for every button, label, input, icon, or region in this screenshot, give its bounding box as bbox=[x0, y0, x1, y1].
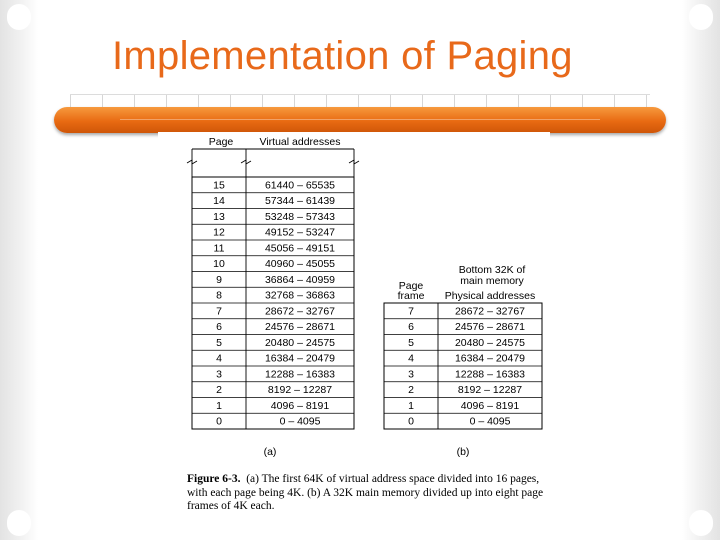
virtual-page-number: 6 bbox=[216, 321, 222, 333]
page-frame-number: 4 bbox=[408, 352, 414, 365]
figure-caption-text: (a) The first 64K of virtual address space divided into 16 pages, with each page being 4K. (b) A 32K main memory divided up into eight page frames of 4K each. bbox=[187, 473, 544, 512]
page-frame-number: 0 bbox=[408, 415, 414, 428]
page-frame-number: 1 bbox=[408, 399, 414, 412]
virtual-page-number: 1 bbox=[216, 399, 222, 412]
virtual-page-number: 12 bbox=[213, 226, 225, 239]
paging-diagram-svg bbox=[158, 132, 550, 516]
page-frame-header-line2: frame bbox=[397, 290, 425, 302]
virtual-address-range: 24576 – 28671 bbox=[264, 321, 336, 333]
physical-addresses-header: Physical addresses bbox=[444, 290, 536, 302]
page-frame-header-line1: Page bbox=[398, 280, 424, 292]
virtual-address-range: 49152 – 53247 bbox=[264, 226, 336, 239]
page-frame-number: 3 bbox=[408, 368, 414, 381]
virtual-address-range: 45056 – 49151 bbox=[264, 242, 336, 255]
physical-address-range: 12288 – 16383 bbox=[454, 368, 526, 381]
label-a: (a) bbox=[263, 446, 277, 458]
paging-figure bbox=[158, 132, 550, 516]
virtual-address-range: 8192 – 12287 bbox=[267, 384, 333, 396]
virtual-address-range: 32768 – 36863 bbox=[264, 289, 336, 302]
virtual-address-range: 28672 – 32767 bbox=[264, 305, 336, 318]
page-frame-number: 2 bbox=[408, 384, 414, 396]
virtual-page-number: 7 bbox=[216, 305, 222, 318]
virtual-page-number: 2 bbox=[216, 384, 222, 396]
slide-title: Implementation of Paging bbox=[112, 34, 573, 78]
physical-address-range: 0 – 4095 bbox=[469, 415, 511, 428]
virtual-address-range: 40960 – 45055 bbox=[264, 258, 336, 270]
virtual-header-ruler bbox=[187, 149, 359, 177]
physical-address-range: 24576 – 28671 bbox=[454, 321, 526, 333]
right-side-cap-top bbox=[689, 4, 713, 30]
page-frame-number: 6 bbox=[408, 321, 414, 333]
page-frames-table bbox=[384, 303, 542, 429]
virtual-page-number: 4 bbox=[216, 352, 222, 365]
virtual-page-number: 8 bbox=[216, 289, 222, 302]
title-underline-bar bbox=[54, 107, 666, 133]
virtual-page-number: 13 bbox=[213, 210, 225, 223]
virtual-address-range: 20480 – 24575 bbox=[264, 336, 336, 349]
virtual-address-range: 16384 – 20479 bbox=[264, 352, 336, 365]
virtual-address-range: 53248 – 57343 bbox=[264, 210, 336, 223]
physical-address-range: 28672 – 32767 bbox=[454, 305, 526, 318]
virtual-page-header: Page bbox=[208, 136, 234, 148]
virtual-page-number: 10 bbox=[213, 258, 225, 270]
left-side-decoration bbox=[0, 0, 38, 540]
physical-address-range: 16384 – 20479 bbox=[454, 352, 526, 365]
virtual-page-number: 15 bbox=[213, 179, 225, 192]
virtual-page-number: 11 bbox=[213, 242, 225, 255]
right-side-decoration bbox=[682, 0, 720, 540]
virtual-pages-table bbox=[192, 177, 354, 429]
virtual-page-number: 14 bbox=[213, 195, 225, 207]
virtual-page-number: 0 bbox=[216, 415, 222, 428]
figure-caption-label: Figure 6-3. bbox=[187, 473, 241, 485]
virtual-address-range: 61440 – 65535 bbox=[264, 179, 336, 192]
physical-address-range: 8192 – 12287 bbox=[457, 384, 523, 396]
bottom-32k-label-line2: main memory bbox=[460, 275, 524, 287]
virtual-page-number: 5 bbox=[216, 336, 222, 349]
page-frame-number: 7 bbox=[408, 305, 414, 318]
right-side-cap-bottom bbox=[689, 510, 713, 536]
virtual-address-range: 12288 – 16383 bbox=[264, 368, 336, 381]
virtual-address-range: 0 – 4095 bbox=[279, 415, 321, 428]
label-b: (b) bbox=[456, 446, 470, 458]
physical-address-range: 4096 – 8191 bbox=[460, 399, 520, 412]
virtual-address-range: 36864 – 40959 bbox=[264, 273, 336, 286]
left-side-cap-bottom bbox=[7, 510, 31, 536]
virtual-address-range: 57344 – 61439 bbox=[264, 195, 336, 207]
page-frame-number: 5 bbox=[408, 336, 414, 349]
virtual-addresses-header: Virtual addresses bbox=[259, 136, 341, 148]
bottom-32k-label-line1: Bottom 32K of bbox=[458, 264, 526, 276]
virtual-page-number: 9 bbox=[216, 273, 222, 286]
figure-caption bbox=[187, 473, 547, 514]
virtual-address-range: 4096 – 8191 bbox=[270, 399, 330, 412]
title-bar-highlight bbox=[120, 119, 600, 120]
left-side-cap-top bbox=[7, 4, 31, 30]
physical-address-range: 20480 – 24575 bbox=[454, 336, 526, 349]
virtual-page-number: 3 bbox=[216, 368, 222, 381]
